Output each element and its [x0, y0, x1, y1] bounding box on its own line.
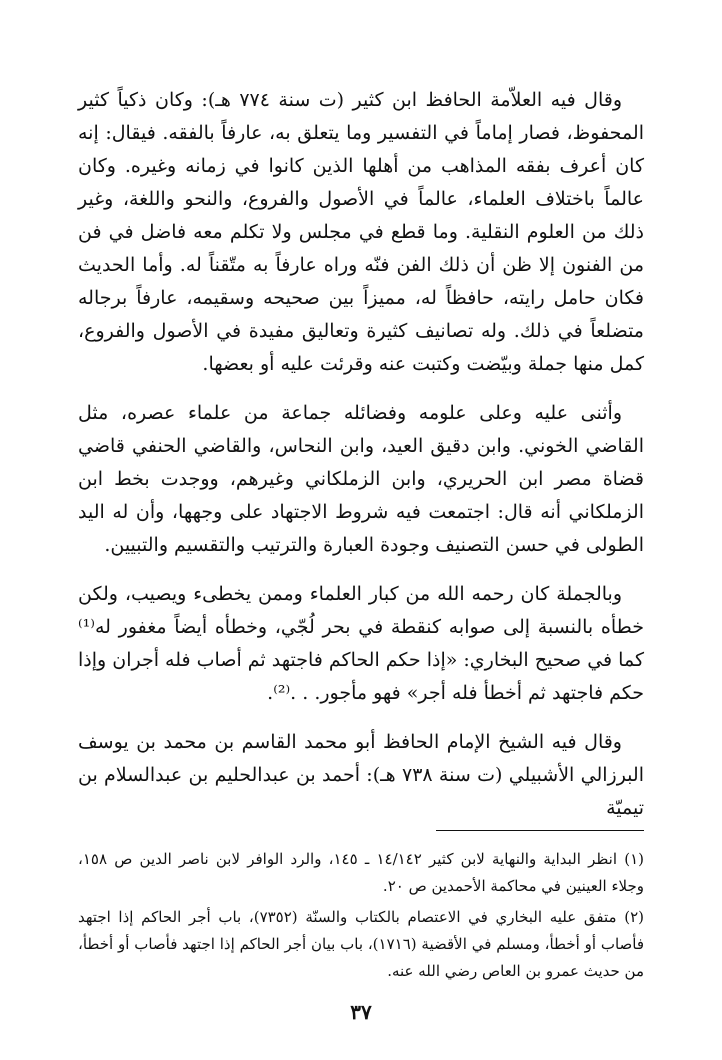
paragraph-birzali-quote: وقال فيه الشيخ الإمام الحافظ أبو محمد القاسم بن محمد بن يوسف البرزالي الأشبيلي (ت سنة ٧٣٨ هـ): أحمد بن عبدالحليم بن عبدالسلام بن تيميّة: [78, 731, 644, 819]
page-number: ٣٧: [350, 1000, 372, 1024]
paragraph-praise-of-scholars: وأثنى عليه وعلى علومه وفضائله جماعة من علماء عصره، مثل القاضي الخوني. وابن دقيق العيد، وابن النحاس، والقاضي الحنفي قاضي قضاة مصر ابن الحريري، وابن الزملكاني وغيرهم، ووجدت بخط ابن الزملكاني أنه قال: اجتمعت فيه شروط الاجتهاد على وجهها، وأن له اليد الطولى في حسن التصنيف وجودة العبارة والترتيب والتقسيم والتبيين.: [78, 402, 644, 556]
footnotes: [78, 846, 644, 989]
footnote-divider: [436, 830, 644, 831]
footnote-2: (٢) متفق عليه البخاري في الاعتصام بالكتاب والسنّة (٧٣٥٢)، باب أجر الحاكم إذا اجتهد فأصاب أو أخطأ، ومسلم في الأقضية (١٧١٦)، باب بيان أجر الحاكم إذا اجتهد فأصاب أو أخطأ، من حديث عمرو بن العاص رضي الله عنه.: [78, 908, 644, 980]
paragraph-ibn-kathir-quote: وقال فيه العلاّمة الحافظ ابن كثير (ت سنة ٧٧٤ هـ): وكان ذكياً كثير المحفوظ، فصار إماماً في التفسير وما يتعلق به، عارفاً بالفقه. فيقال: إنه كان أعرف بفقه المذاهب من أهلها الذين كانوا في زمانه وغيره. وكان عالماً باختلاف العلماء، عالماً في الأصول والفروع، والنحو واللغة، وغير ذلك من العلوم النقلية. وما قطع في مجلس ولا تكلم معه فاضل في فن من الفنون إلا ظن أن ذلك الفن فنّه وراه عارفاً به متّقناً له. وأما الحديث فكان حامل رايته، حافظاً له، مميزاً بين صحيحه وسقيمه، عارفاً برجاله متضلعاً في ذلك. وله تصانيف كثيرة وتعاليق مفيدة في الأصول والفروع، كمل منها جملة وبيّضت وكتبت عنه وقرئت عليه أو بعضها.: [78, 89, 644, 375]
footnote-1: (١) انظر البداية والنهاية لابن كثير ١٤/١٤٢ ـ ١٤٥، والرد الوافر لابن ناصر الدين ص ١٥٨، وجلاء العينين في محاكمة الأحمدين ص ٢٠.: [78, 850, 644, 895]
paragraph-summary-judgment: وبالجملة كان رحمه الله من كبار العلماء وممن يخطىء ويصيب، ولكن خطأه بالنسبة إلى صوابه كنقطة في بحر لُجّي، وخطأه أيضاً مغفور له⁽¹⁾ كما في صحيح البخاري: «إذا حكم الحاكم فاجتهد ثم أصاب فله أجران وإذا حكم فاجتهد ثم أخطأ فله أجر» فهو مأجور. . .⁽²⁾.: [78, 583, 644, 704]
main-text: [78, 84, 644, 841]
